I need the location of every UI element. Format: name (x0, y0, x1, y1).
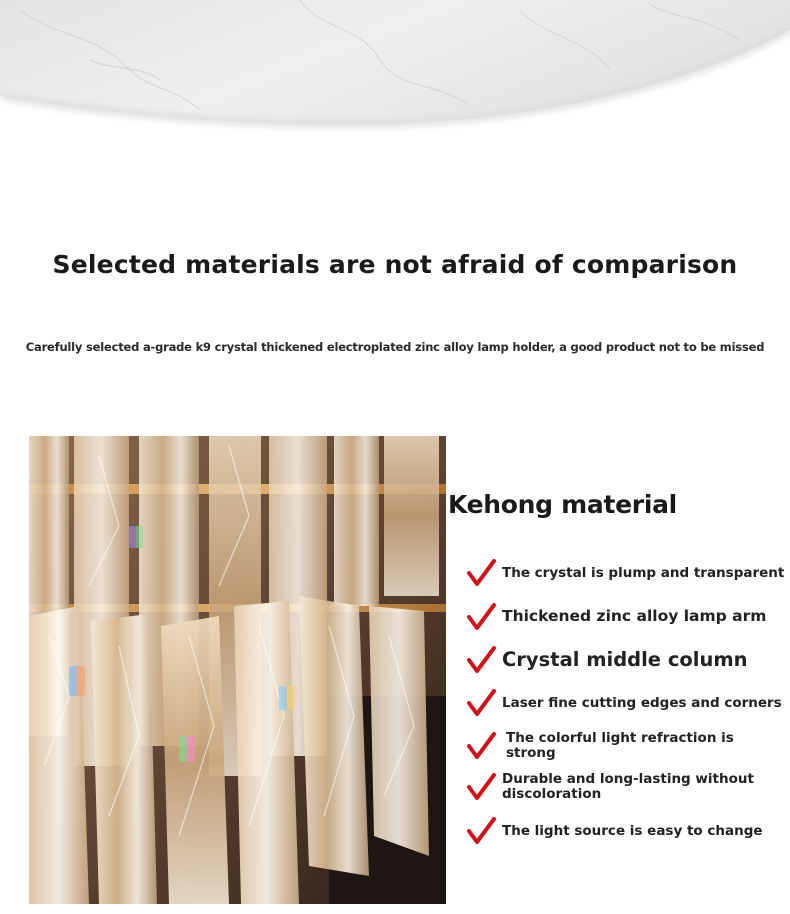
feature-item (466, 772, 786, 802)
red-checkmark-icon (466, 645, 496, 675)
feature-label: The light source is easy to change (502, 822, 763, 839)
feature-label: The crystal is plump and transparent (502, 564, 785, 581)
feature-item (466, 602, 786, 632)
feature-label: Crystal middle column (502, 648, 748, 672)
red-checkmark-icon (466, 772, 496, 802)
feature-label: Thickened zinc alloy lamp arm (502, 607, 767, 626)
feature-item (466, 688, 786, 718)
feature-label: The colorful light refraction is strong (506, 730, 734, 761)
feature-item (466, 816, 786, 846)
red-checkmark-icon (466, 602, 496, 632)
feature-item (466, 731, 786, 761)
subheadline: Carefully selected a-grade k9 crystal thickened electroplated zinc alloy lamp holder, a good product not to be missed (25, 340, 765, 354)
material-title: Kehong material (448, 490, 677, 519)
red-checkmark-icon (466, 816, 496, 846)
marble-banner-image (0, 0, 790, 150)
red-checkmark-icon (466, 558, 496, 588)
feature-label: Durable and long-lasting without discoloration (502, 771, 754, 802)
headline: Selected materials are not afraid of comparison (52, 250, 738, 279)
red-checkmark-icon (466, 731, 496, 761)
crystal-chandelier-photo (29, 436, 446, 904)
red-checkmark-icon (466, 688, 496, 718)
feature-item (466, 558, 786, 588)
feature-label: Laser fine cutting edges and corners (502, 694, 782, 711)
feature-item (466, 645, 786, 675)
